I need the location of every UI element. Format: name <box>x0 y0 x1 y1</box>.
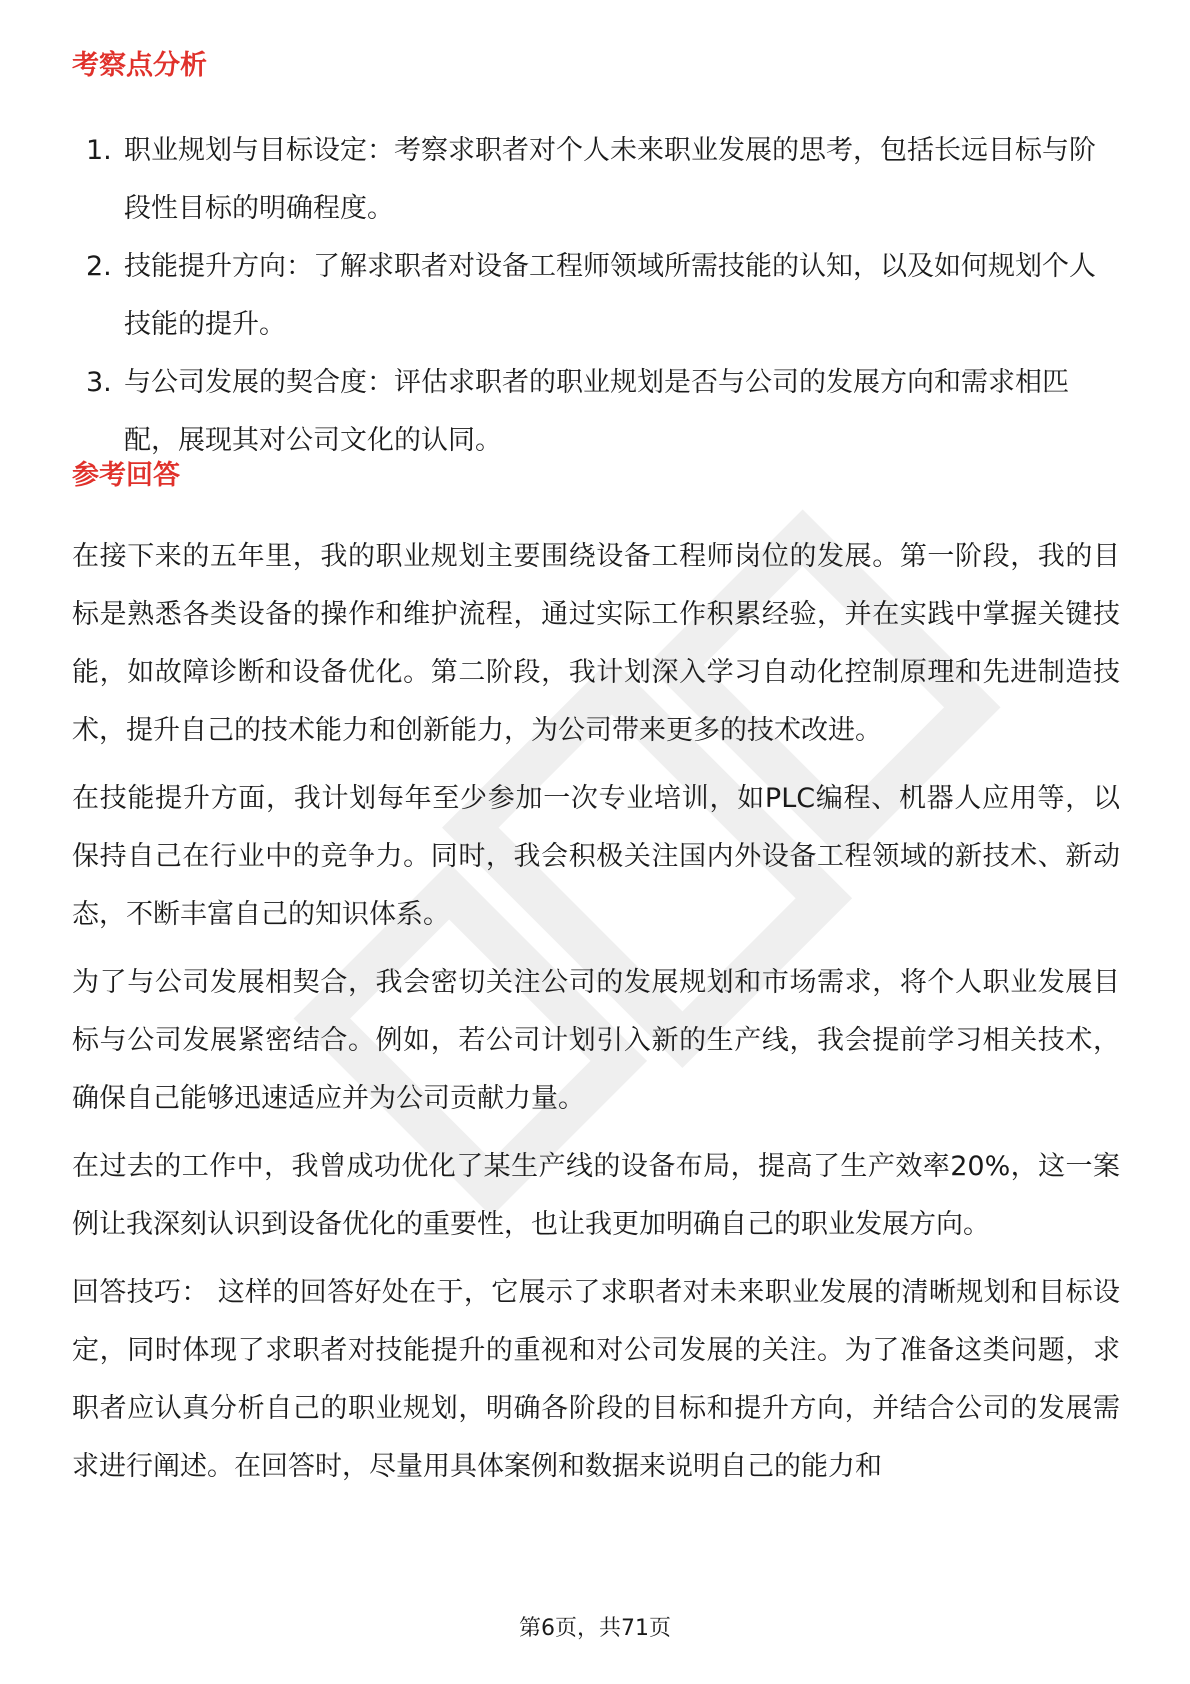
list-item <box>72 238 1112 354</box>
analysis-list <box>72 122 1112 470</box>
list-item-number: 1. <box>86 135 112 166</box>
answer-paragraph: 在过去的工作中，我曾成功优化了某生产线的设备布局，提高了生产效率20%，这一案例让我深刻认识到设备优化的重要性，也让我更加明确自己的职业发展方向。 <box>72 1151 1120 1240</box>
answer-paragraph: 在技能提升方面，我计划每年至少参加一次专业培训，如PLC编程、机器人应用等，以保持自己在行业中的竞争力。同时，我会积极关注国内外设备工程领域的新技术、新动态，不断丰富自己的知识体系。 <box>72 783 1120 930</box>
list-item-text: 技能提升方向：了解求职者对设备工程师领域所需技能的认知，以及如何规划个人技能的提升。 <box>124 251 1096 340</box>
list-item-text: 职业规划与目标设定：考察求职者对个人未来职业发展的思考，包括长远目标与阶段性目标的明确程度。 <box>124 135 1096 224</box>
analysis-section-title: 考察点分析 <box>72 50 207 81</box>
answer-section-title: 参考回答 <box>72 460 180 491</box>
list-item-text: 与公司发展的契合度：评估求职者的职业规划是否与公司的发展方向和需求相匹配，展现其对公司文化的认同。 <box>124 367 1069 456</box>
list-item-number: 2. <box>86 251 112 282</box>
answer-tips-paragraph: 回答技巧： 这样的回答好处在于，它展示了求职者对未来职业发展的清晰规划和目标设定，同时体现了求职者对技能提升的重视和对公司发展的关注。为了准备这类问题，求职者应认真分析自己的职业规划，明确各阶段的目标和提升方向，并结合公司的发展需求进行阐述。在回答时，尽量用具体案例和数据来说明自己的能力和 <box>72 1277 1120 1482</box>
answer-paragraph: 在接下来的五年里，我的职业规划主要围绕设备工程师岗位的发展。第一阶段，我的目标是熟悉各类设备的操作和维护流程，通过实际工作积累经验，并在实践中掌握关键技能，如故障诊断和设备优化。第二阶段，我计划深入学习自动化控制原理和先进制造技术，提升自己的技术能力和创新能力，为公司带来更多的技术改进。 <box>72 541 1120 746</box>
list-item <box>72 122 1112 238</box>
list-item <box>72 354 1112 470</box>
answer-paragraph: 为了与公司发展相契合，我会密切关注公司的发展规划和市场需求，将个人职业发展目标与公司发展紧密结合。例如，若公司计划引入新的生产线，我会提前学习相关技术，确保自己能够迅速适应并为公司贡献力量。 <box>72 967 1120 1114</box>
page-number-footer: 第6页，共71页 <box>519 1616 671 1641</box>
list-item-number: 3. <box>86 367 112 398</box>
